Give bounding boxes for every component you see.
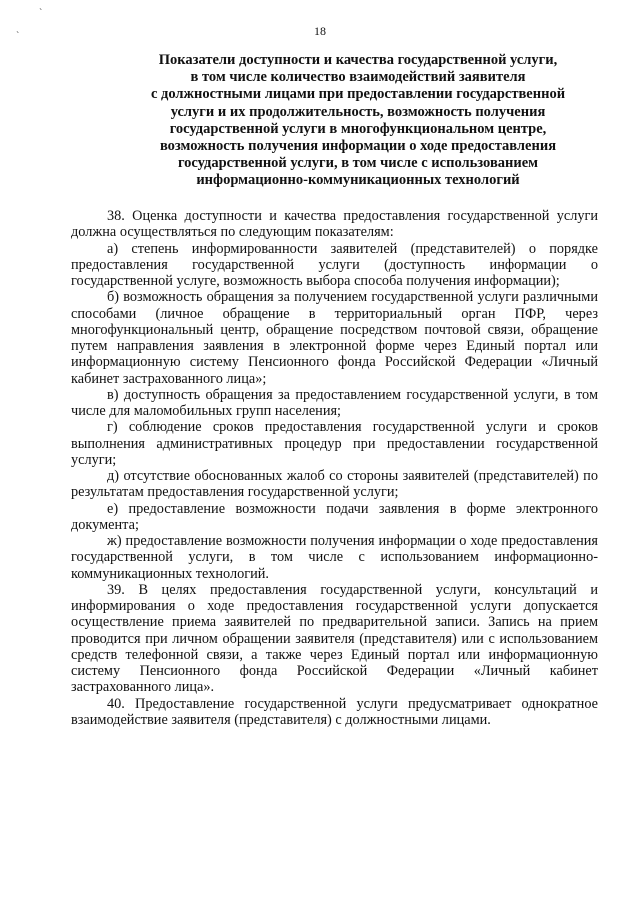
paragraph-38: 38. Оценка доступности и качества предоставления государственной услуги должна осуществляться по следующим показателям: (71, 208, 598, 241)
title-line: государственной услуги, в том числе с использованием (177, 155, 539, 172)
title-line: информационно-коммуникационных технологий (196, 172, 520, 189)
document-body (71, 208, 598, 728)
scan-mark-top: ` (39, 8, 43, 19)
paragraph-38-d: д) отсутствие обоснованных жалоб со стороны заявителей (представителей) по результатам предоставления государственной услуги; (71, 468, 598, 501)
paragraph-38-v: в) доступность обращения за предоставлением государственной услуги, в том числе для маломобильных групп населения; (71, 386, 598, 419)
title-line: Показатели доступности и качества государственной услуги, (158, 52, 558, 68)
paragraph-38-g: г) соблюдение сроков предоставления государственной услуги и сроков выполнения административных процедур при предоставлении государственной услуги; (71, 419, 598, 468)
title-line: с должностными лицами при предоставлении государственной (150, 86, 566, 103)
section-title (120, 52, 596, 190)
title-line: услуги и их продолжительность, возможность получения (170, 103, 546, 120)
page-number: 18 (314, 24, 326, 38)
paragraph-38-e: е) предоставление возможности подачи заявления в форме электронного документа; (71, 500, 598, 533)
paragraph-38-a: а) степень информированности заявителей (представителей) о порядке предоставления государственной услуги (доступность информации о государственной услуге, возможность выбора способа получения информации); (71, 240, 598, 289)
paragraph-38-zh: ж) предоставление возможности получения информации о ходе предоставления государственной услуги, в том числе с использованием информационно-коммуникационных технологий. (71, 533, 598, 582)
paragraph-40: 40. Предоставление государственной услуги предусматривает однократное взаимодействие заявителя (представителя) с должностными лицами. (71, 695, 598, 728)
paragraph-38-b: б) возможность обращения за получением государственной услуги различными способами (личное обращение в территориальный орган ПФР, через многофункциональный центр, обращение посредством почтовой связи, обращение путем направления заявления в электронной форме через Единый портал или информационную систему Пенсионного фонда Российской Федерации «Личный кабинет застрахованного лица»; (71, 289, 598, 387)
title-line: в том числе количество взаимодействий заявителя (190, 69, 526, 86)
paragraph-39: 39. В целях предоставления государственной услуги, консультаций и информирования о ходе предоставления государственной услуги допускается осуществление приема заявителей по предварительной записи. Запись на прием проводится при личном обращении заявителя (представителя) или с использованием средств телефонной связи, а также через Единый портал или информационную систему Пенсионного фонда Российской Федерации «Личный кабинет застрахованного лица». (71, 581, 598, 696)
title-line: возможность получения информации о ходе предоставления (159, 138, 557, 155)
title-line: государственной услуги в многофункциональном центре, (169, 120, 547, 137)
scan-mark-left: ` (16, 31, 20, 42)
